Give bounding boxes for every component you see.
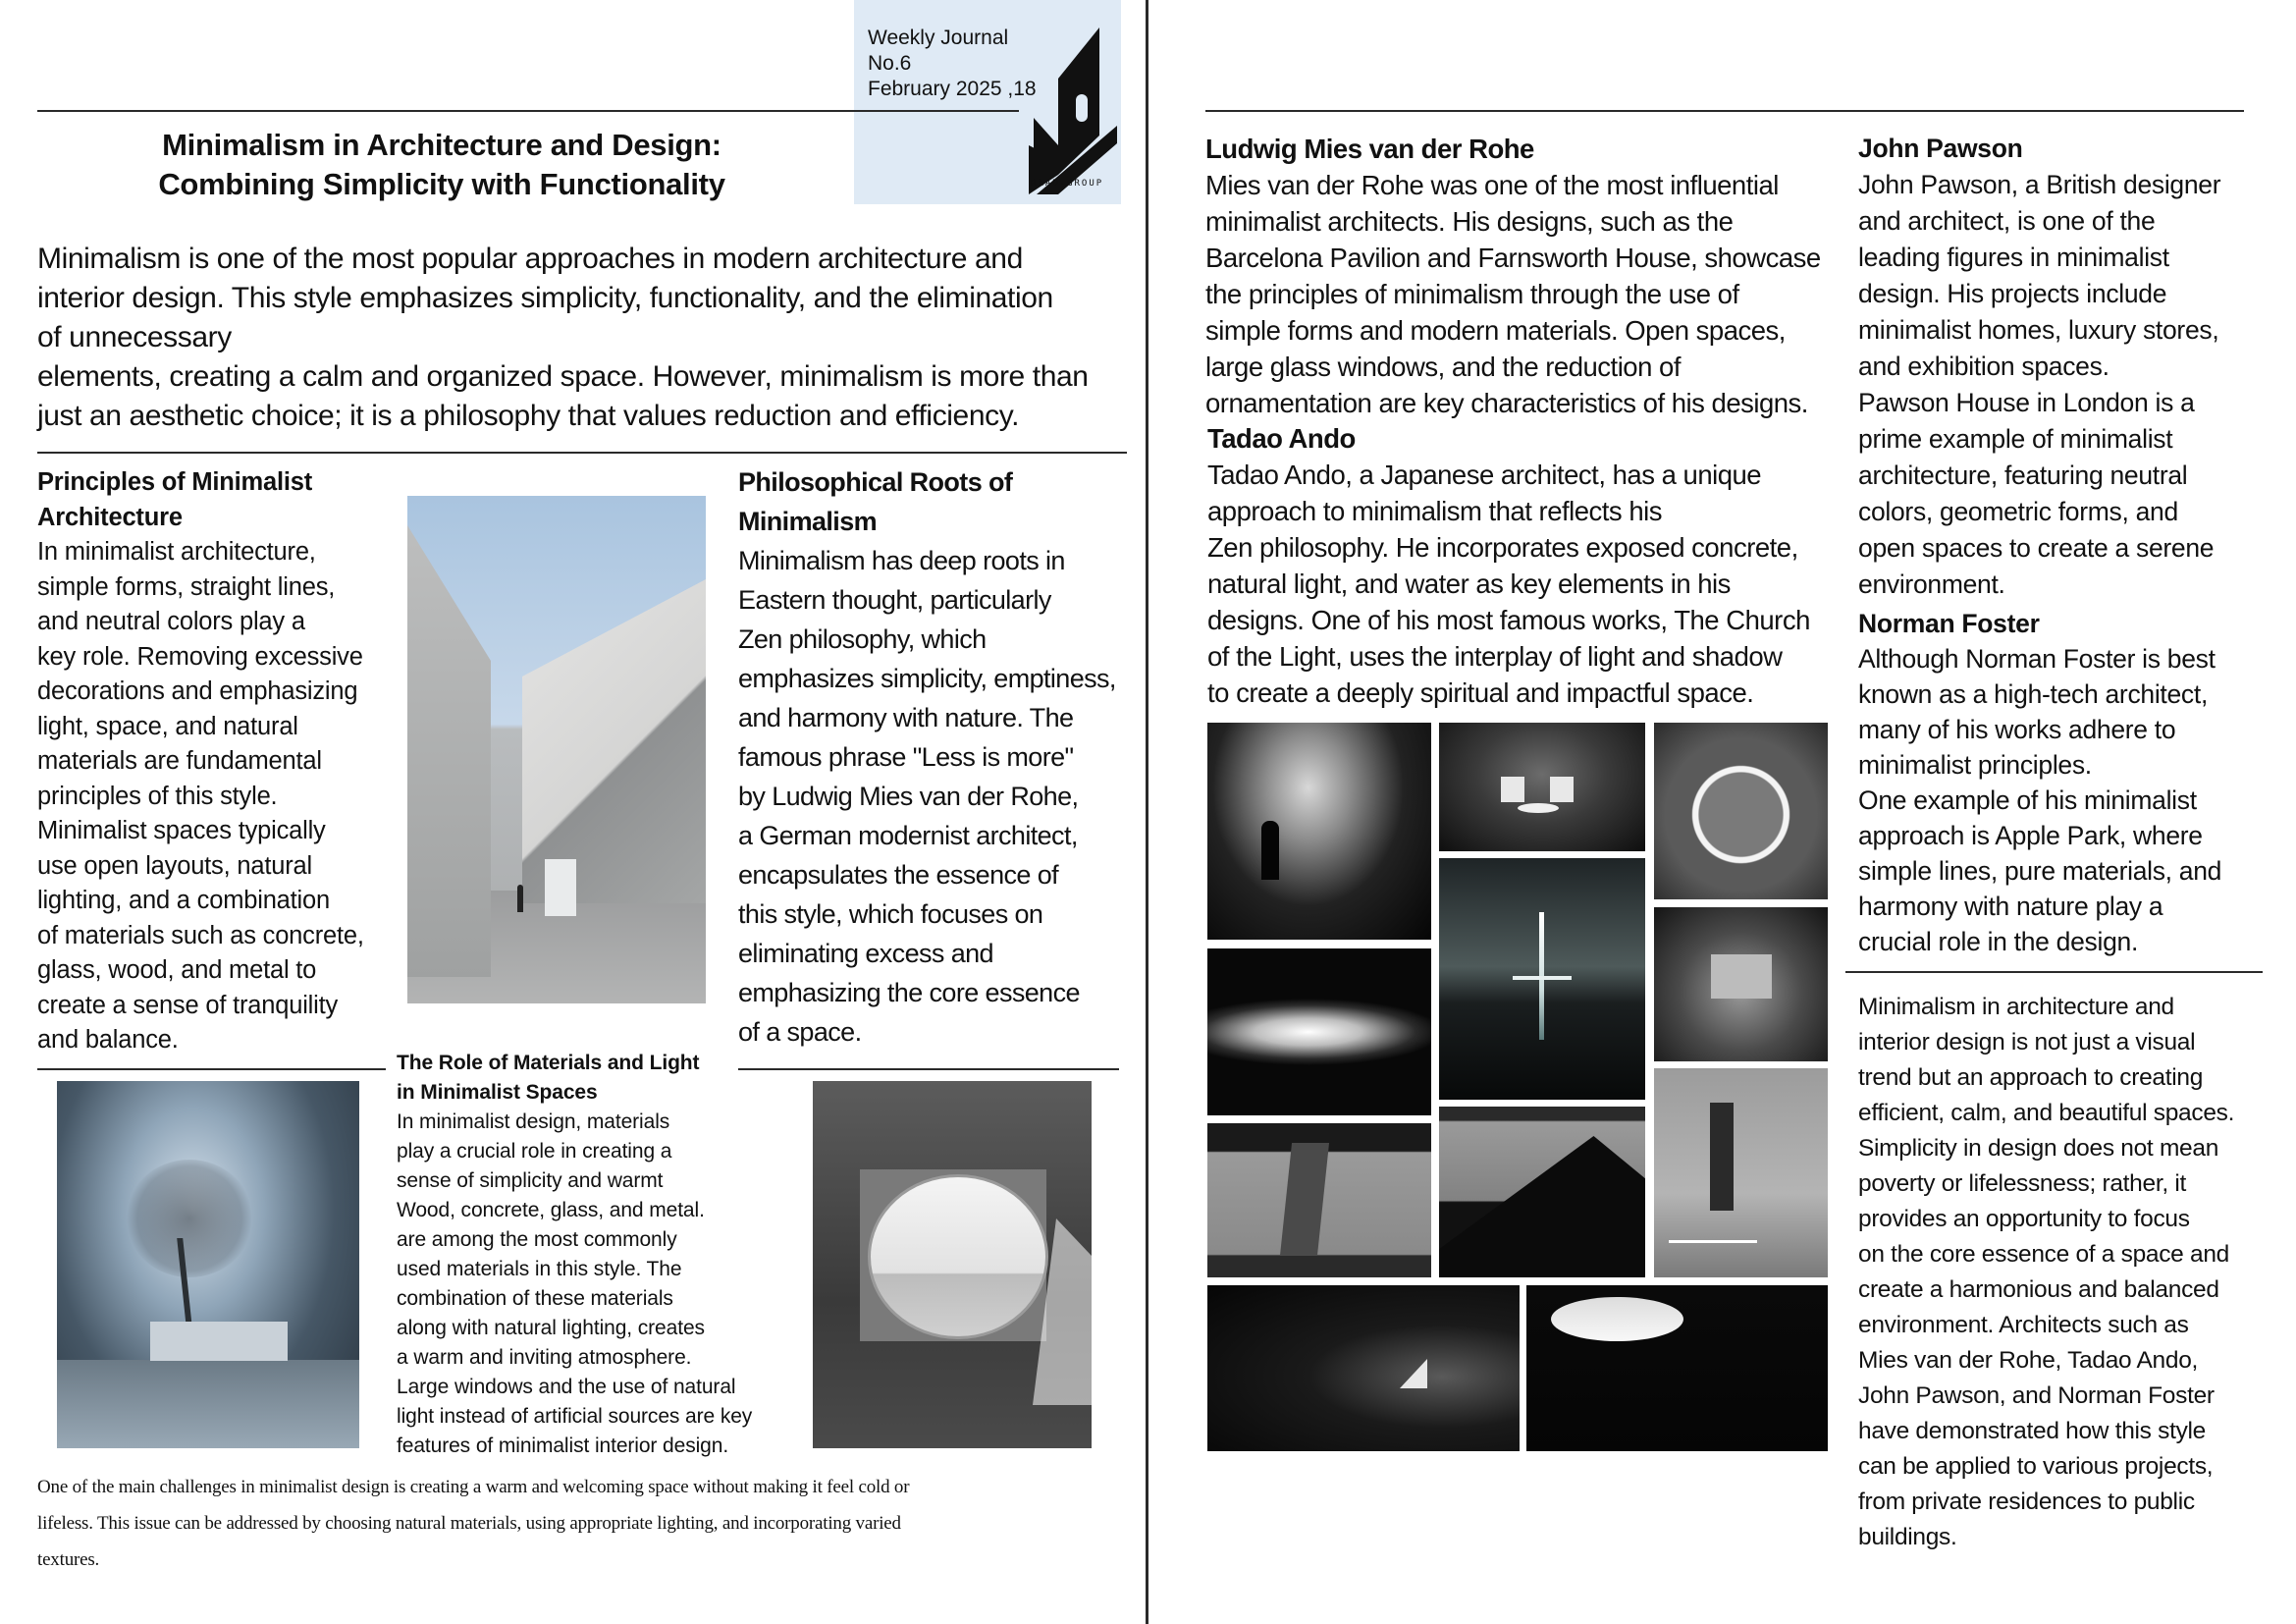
intro-line: elements, creating a calm and organized space. However, minimalism is more than bbox=[37, 360, 1089, 393]
body-line: principles of this style. bbox=[37, 782, 278, 810]
lit-white-room-photo bbox=[1654, 1068, 1828, 1277]
body-line: Mies van der Rohe was one of the most influential bbox=[1205, 170, 1779, 200]
body-line: In minimalist architecture, bbox=[37, 538, 316, 566]
body-line: Zen philosophy. He incorporates exposed concrete, bbox=[1207, 532, 1798, 563]
intro-paragraph bbox=[37, 240, 1127, 436]
photo-oval-opening bbox=[1551, 1297, 1683, 1341]
principles-heading bbox=[37, 465, 400, 535]
mies-section bbox=[1205, 131, 1843, 421]
heading-line: Minimalism bbox=[738, 507, 878, 536]
architecture-photo-collage bbox=[1207, 718, 1828, 1549]
dark-ramp-photo bbox=[1439, 1107, 1645, 1277]
library-room-photo bbox=[1654, 907, 1828, 1061]
photo-light-strip bbox=[1669, 1240, 1757, 1243]
photo-person bbox=[517, 885, 523, 912]
body-line: this style, which focuses on bbox=[738, 899, 1043, 929]
page-divider bbox=[1146, 0, 1148, 1624]
footnote-line: One of the main challenges in minimalist design is creating a warm and welcoming space without making it feel cold or bbox=[37, 1477, 910, 1497]
intro-line: just an aesthetic choice; it is a philosophy that values reduction and efficiency. bbox=[37, 400, 1020, 432]
section-rule-left bbox=[37, 1068, 386, 1070]
body-line: create a harmonious and balanced bbox=[1858, 1276, 2219, 1303]
body-line: combination of these materials bbox=[397, 1287, 673, 1310]
body-line: used materials in this style. The bbox=[397, 1258, 682, 1280]
principles-body bbox=[37, 535, 400, 1058]
photo-ramp bbox=[1439, 1136, 1645, 1277]
photo-floor bbox=[57, 1360, 359, 1448]
mies-heading: Ludwig Mies van der Rohe bbox=[1205, 134, 1534, 164]
photo-silhouette bbox=[1261, 821, 1279, 880]
materials-section bbox=[397, 1049, 809, 1461]
footnote-line: lifeless. This issue can be addressed by choosing natural materials, using appropriate lighting, and incorporating varied bbox=[37, 1513, 901, 1534]
body-line: known as a high-tech architect, bbox=[1858, 679, 2209, 709]
issue-number: No.6 bbox=[868, 52, 912, 75]
body-line: of materials such as concrete, bbox=[37, 921, 364, 949]
ando-section bbox=[1207, 420, 1845, 711]
concrete-wall-shadow-photo bbox=[1207, 1123, 1431, 1277]
silhouette-gallery-photo bbox=[1207, 723, 1431, 940]
body-line: emphasizing the core essence bbox=[738, 978, 1080, 1007]
journal-name: Weekly Journal bbox=[868, 27, 1009, 49]
body-line: Barcelona Pavilion and Farnsworth House, showcase bbox=[1205, 243, 1821, 273]
heading-line: Architecture bbox=[37, 503, 183, 531]
body-line: Zen philosophy, which bbox=[738, 624, 987, 654]
right-header-rule bbox=[1205, 110, 2244, 112]
photo-chair-left bbox=[1501, 777, 1524, 802]
foster-section bbox=[1858, 606, 2280, 959]
intro-rule bbox=[37, 452, 1127, 454]
conclusion-rule bbox=[1845, 971, 2263, 973]
body-line: environment. Architects such as bbox=[1858, 1312, 2189, 1338]
photo-doorway bbox=[545, 859, 576, 916]
body-line: In minimalist design, materials bbox=[397, 1110, 670, 1133]
body-line: approach is Apple Park, where bbox=[1858, 821, 2203, 850]
photo-cross-horizontal bbox=[1513, 976, 1572, 980]
body-line: simple forms, straight lines, bbox=[37, 572, 336, 601]
issue-date: February 2025 ,18 bbox=[868, 78, 1037, 100]
photo-tree-canopy bbox=[126, 1160, 253, 1277]
body-line: interior design is not just a visual bbox=[1858, 1029, 2196, 1056]
heading-line: The Role of Materials and Light bbox=[397, 1052, 700, 1074]
body-line: famous phrase "Less is more" bbox=[738, 742, 1074, 772]
body-line: to create a deeply spiritual and impactful space. bbox=[1207, 677, 1754, 708]
body-line: a German modernist architect, bbox=[738, 821, 1078, 850]
body-line: of a space. bbox=[738, 1017, 862, 1047]
body-line: ornamentation are key characteristics of his designs. bbox=[1205, 388, 1808, 418]
body-line: and harmony with nature. The bbox=[738, 703, 1074, 732]
tree-interior-photo bbox=[57, 1081, 359, 1448]
pawson-section bbox=[1858, 131, 2280, 603]
body-line: Simplicity in design does not mean bbox=[1858, 1135, 2219, 1162]
photo-shadow-column bbox=[1280, 1143, 1329, 1256]
body-line: Mies van der Rohe, Tadao Ando, bbox=[1858, 1347, 2199, 1374]
photo-round-opening bbox=[868, 1174, 1048, 1339]
footnote-line: textures. bbox=[37, 1549, 100, 1570]
body-line: crucial role in the design. bbox=[1858, 927, 2139, 956]
ando-heading: Tadao Ando bbox=[1207, 423, 1356, 454]
body-line: the principles of minimalism through the use of bbox=[1205, 279, 1739, 309]
body-line: simple forms and modern materials. Open spaces, bbox=[1205, 315, 1786, 346]
body-line: Minimalism has deep roots in bbox=[738, 546, 1065, 575]
oval-skylight-photo bbox=[1526, 1285, 1828, 1451]
body-line: a warm and inviting atmosphere. bbox=[397, 1346, 692, 1369]
body-line: create a sense of tranquility bbox=[37, 991, 339, 1019]
body-line: light instead of artificial sources are key bbox=[397, 1405, 753, 1428]
body-line: along with natural lighting, creates bbox=[397, 1317, 705, 1339]
body-line: emphasizes simplicity, emptiness, bbox=[738, 664, 1116, 693]
body-line: large glass windows, and the reduction of bbox=[1205, 352, 1681, 382]
church-of-light-photo bbox=[1439, 858, 1645, 1100]
body-line: glass, wood, and metal to bbox=[37, 956, 317, 984]
body-line: John Pawson, a British designer bbox=[1858, 170, 2221, 199]
ring-skylight-photo bbox=[1654, 723, 1828, 899]
philosophy-heading bbox=[738, 462, 1131, 541]
body-line: on the core essence of a space and bbox=[1858, 1241, 2229, 1268]
intro-line: interior design. This style emphasizes simplicity, functionality, and the elimination bbox=[37, 282, 1053, 314]
logo-label: RAAD-GROUP bbox=[1031, 179, 1104, 189]
heading-line: Principles of Minimalist bbox=[37, 468, 313, 496]
photo-bench bbox=[150, 1322, 288, 1361]
body-line: minimalist architects. His designs, such as the bbox=[1205, 206, 1734, 237]
body-line: and balance. bbox=[37, 1026, 179, 1054]
conclusion-paragraph bbox=[1858, 990, 2280, 1555]
body-line: and neutral colors play a bbox=[37, 608, 305, 635]
light-slit-photo bbox=[1207, 948, 1431, 1115]
intro-line: Minimalism is one of the most popular approaches in modern architecture and bbox=[37, 243, 1023, 275]
photo-dark-panel bbox=[1710, 1103, 1734, 1211]
foster-heading: Norman Foster bbox=[1858, 609, 2040, 638]
body-line: trend but an approach to creating bbox=[1858, 1064, 2204, 1091]
chairs-room-photo bbox=[1439, 723, 1645, 851]
body-line: sense of simplicity and warmt bbox=[397, 1169, 664, 1192]
body-line: colors, geometric forms, and bbox=[1858, 497, 2178, 526]
body-line: many of his works adhere to bbox=[1858, 715, 2176, 744]
body-line: play a crucial role in creating a bbox=[397, 1140, 672, 1163]
body-line: use open layouts, natural bbox=[37, 851, 312, 880]
body-line: John Pawson, and Norman Foster bbox=[1858, 1382, 2215, 1409]
materials-heading bbox=[397, 1049, 809, 1108]
body-line: approach to minimalism that reflects his bbox=[1207, 496, 1662, 526]
masthead-text bbox=[868, 26, 1037, 102]
intro-line: of unnecessary bbox=[37, 321, 232, 353]
body-line: natural light, and water as key elements in his bbox=[1207, 568, 1731, 599]
body-line: Wood, concrete, glass, and metal. bbox=[397, 1199, 705, 1221]
title-line-1: Minimalism in Architecture and Design: bbox=[162, 128, 721, 162]
body-line: Minimalism in architecture and bbox=[1858, 994, 2174, 1020]
body-line: architecture, featuring neutral bbox=[1858, 460, 2188, 490]
photo-slit-light bbox=[1400, 1359, 1427, 1388]
body-line: efficient, calm, and beautiful spaces. bbox=[1858, 1100, 2235, 1126]
circular-window-photo bbox=[813, 1081, 1092, 1448]
body-line: features of minimalist interior design. bbox=[397, 1435, 729, 1457]
body-line: poverty or lifelessness; rather, it bbox=[1858, 1170, 2187, 1197]
body-line: Pawson House in London is a bbox=[1858, 388, 2195, 417]
body-line: of the Light, uses the interplay of light and shadow bbox=[1207, 641, 1783, 672]
body-line: provides an opportunity to focus bbox=[1858, 1206, 2190, 1232]
body-line: from private residences to public bbox=[1858, 1489, 2195, 1515]
philosophy-section bbox=[738, 462, 1131, 1052]
body-line: Eastern thought, particularly bbox=[738, 585, 1051, 615]
body-line: prime example of minimalist bbox=[1858, 424, 2173, 454]
body-line: Tadao Ando, a Japanese architect, has a unique bbox=[1207, 460, 1762, 490]
footnote-paragraph bbox=[37, 1469, 1137, 1578]
body-line: Although Norman Foster is best bbox=[1858, 644, 2216, 674]
raad-group-logo-icon bbox=[1029, 27, 1117, 194]
title-line-2: Combining Simplicity with Functionality bbox=[158, 167, 725, 201]
body-line: minimalist principles. bbox=[1858, 750, 2092, 780]
body-line: by Ludwig Mies van der Rohe, bbox=[738, 782, 1079, 811]
body-line: buildings. bbox=[1858, 1524, 1957, 1550]
body-line: designs. One of his most famous works, The Church bbox=[1207, 605, 1810, 635]
body-line: One example of his minimalist bbox=[1858, 785, 2197, 815]
photo-wall-left bbox=[407, 525, 491, 977]
photo-table bbox=[1518, 803, 1559, 813]
body-line: are among the most commonly bbox=[397, 1228, 677, 1251]
body-line: harmony with nature play a bbox=[1858, 892, 2163, 921]
body-line: key role. Removing excessive bbox=[37, 642, 363, 671]
pawson-heading: John Pawson bbox=[1858, 134, 2023, 163]
body-line: and exhibition spaces. bbox=[1858, 352, 2109, 381]
principles-section bbox=[37, 465, 400, 1058]
body-line: materials are fundamental bbox=[37, 747, 322, 775]
photo-chair-right bbox=[1550, 777, 1574, 802]
body-line: encapsulates the essence of bbox=[738, 860, 1059, 890]
header-rule bbox=[37, 110, 1019, 112]
philosophy-body bbox=[738, 541, 1131, 1052]
body-line: and architect, is one of the bbox=[1858, 206, 2156, 236]
body-line: light, space, and natural bbox=[37, 712, 298, 740]
body-line: lighting, and a combination bbox=[37, 887, 330, 914]
body-line: environment. bbox=[1858, 569, 2005, 599]
corridor-slits-photo bbox=[1207, 1285, 1520, 1451]
body-line: open spaces to create a serene bbox=[1858, 533, 2215, 563]
body-line: Large windows and the use of natural bbox=[397, 1376, 736, 1398]
body-line: have demonstrated how this style bbox=[1858, 1418, 2207, 1444]
body-line: can be applied to various projects, bbox=[1858, 1453, 2214, 1480]
body-line: leading figures in minimalist bbox=[1858, 243, 2169, 272]
body-line: eliminating excess and bbox=[738, 939, 993, 968]
body-line: decorations and emphasizing bbox=[37, 677, 358, 705]
page-title bbox=[59, 126, 825, 204]
body-line: minimalist homes, luxury stores, bbox=[1858, 315, 2219, 345]
heading-line: in Minimalist Spaces bbox=[397, 1081, 598, 1104]
photo-wall-right bbox=[522, 579, 706, 903]
body-line: simple lines, pure materials, and bbox=[1858, 856, 2222, 886]
body-line: Minimalist spaces typically bbox=[37, 817, 326, 844]
body-line: design. His projects include bbox=[1858, 279, 2167, 308]
heading-line: Philosophical Roots of bbox=[738, 467, 1013, 497]
concrete-courtyard-photo bbox=[407, 496, 706, 1003]
materials-body bbox=[397, 1108, 809, 1461]
photo-opening bbox=[1711, 954, 1772, 999]
